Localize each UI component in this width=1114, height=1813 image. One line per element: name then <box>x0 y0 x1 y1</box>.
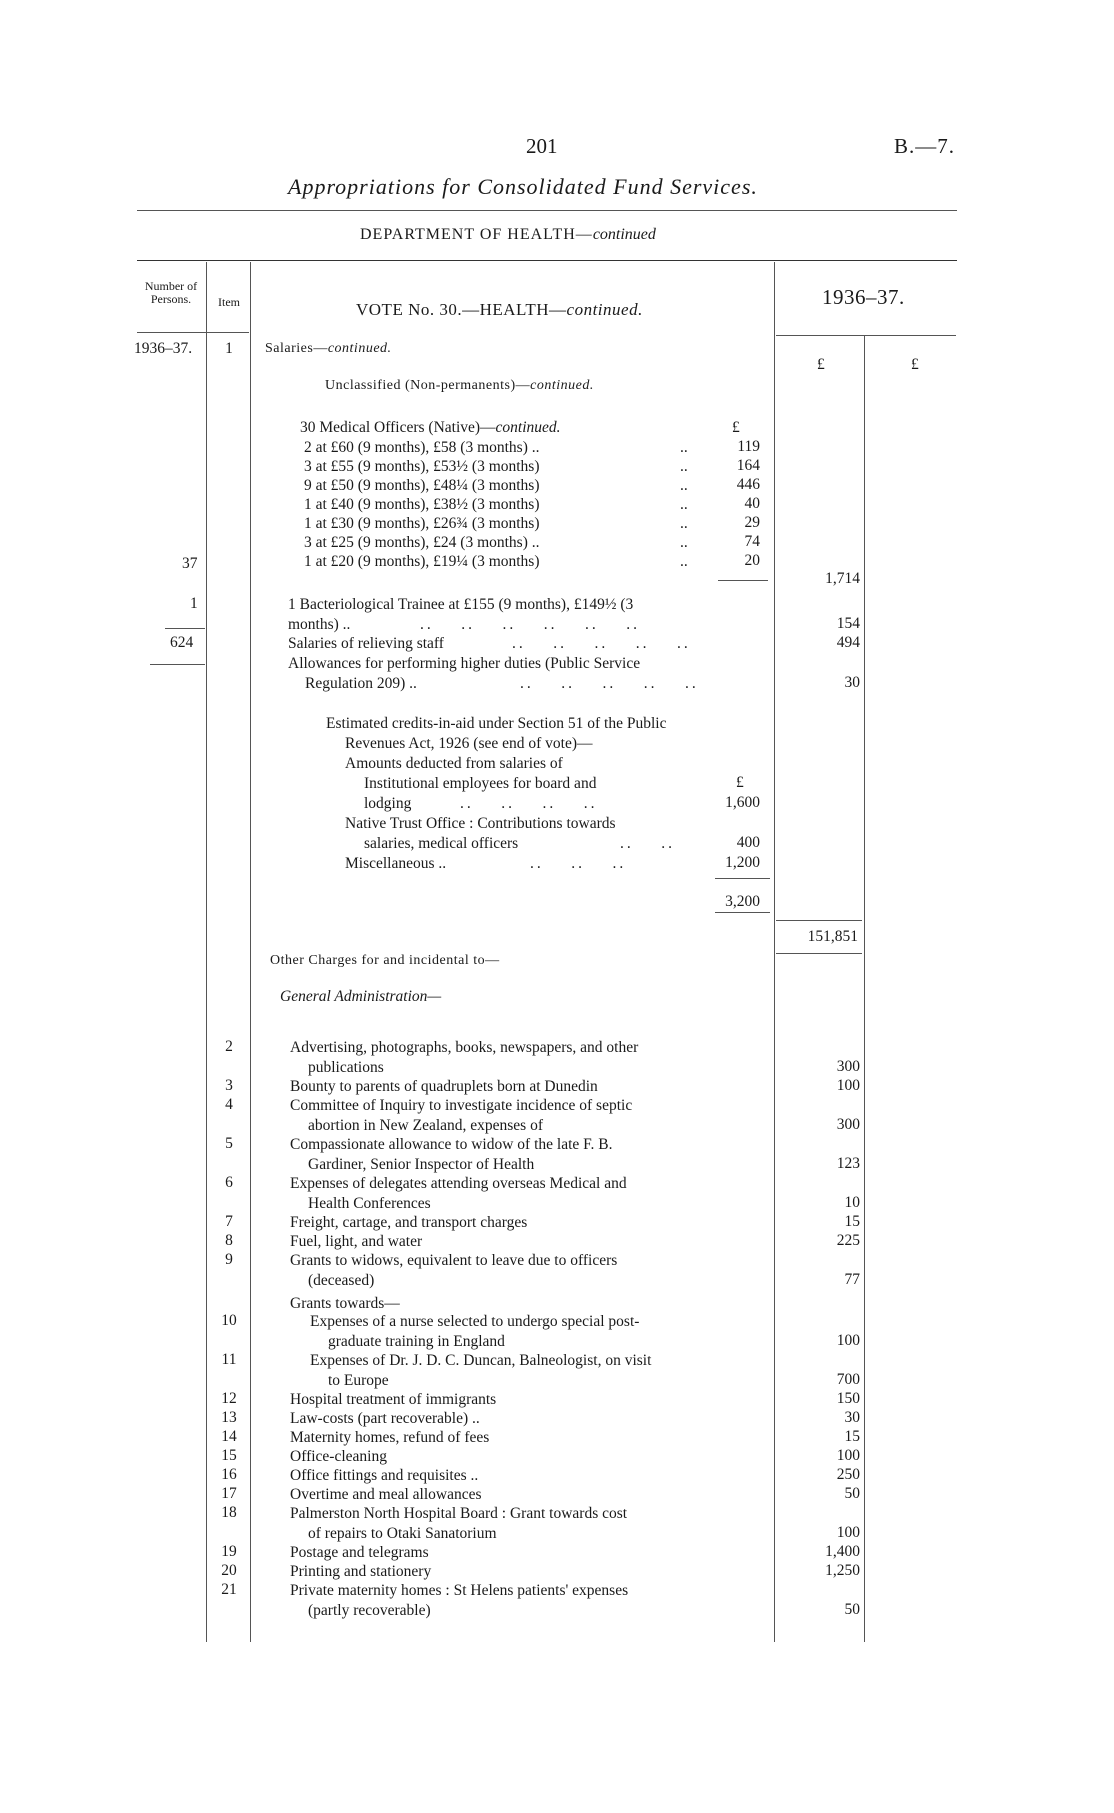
department-heading <box>360 226 656 244</box>
leader-dots: .. .. <box>620 835 675 852</box>
item-number: 3 <box>225 1077 233 1094</box>
trainee-line: months) .. <box>288 616 351 633</box>
item-amount: 300 <box>836 1115 860 1133</box>
credits-line: Revenues Act, 1926 (see end of vote)— <box>345 735 593 752</box>
item-number: 18 <box>221 1504 237 1521</box>
group-line-value: 29 <box>744 514 760 531</box>
salaries-heading-text: Salaries— <box>265 341 328 356</box>
allowances-line: Allowances for performing higher duties (Public Service <box>288 655 641 672</box>
item-amount: 100 <box>836 1077 860 1094</box>
group-line: 3 at £25 (9 months), £24 (3 months) .. <box>304 534 540 551</box>
item-description: Hospital treatment of immigrants <box>290 1391 497 1408</box>
item-number: 14 <box>221 1428 237 1445</box>
credit-item-line: Amounts deducted from salaries of <box>345 755 563 772</box>
item-number: 10 <box>221 1312 237 1329</box>
leader-dots: .. .. .. .. .. .. <box>420 616 640 633</box>
salaries-heading-suffix: continued. <box>327 341 392 356</box>
leader-dots: .. .. .. <box>530 855 627 872</box>
item-description-continued: of repairs to Otaki Sanatorium <box>308 1524 497 1542</box>
item-number: 2 <box>225 1038 233 1055</box>
medical-officers-suffix: continued. <box>495 419 561 436</box>
item-description-continued: Gardiner, Senior Inspector of Health <box>308 1155 535 1173</box>
item-description-continued: abortion in New Zealand, expenses of <box>308 1116 544 1134</box>
credit-item-line: Institutional employees for board and <box>364 775 597 792</box>
unclassified-suffix: continued. <box>530 378 594 393</box>
item-description: Advertising, photographs, books, newspapers, and other <box>290 1039 639 1056</box>
group-line-value: 446 <box>736 476 760 493</box>
item-number: 19 <box>221 1543 237 1560</box>
item-description-continued: Health Conferences <box>308 1194 431 1212</box>
allowances-line: Regulation 209) .. <box>305 675 417 692</box>
persons-column-rule <box>206 262 207 1642</box>
item-description: Overtime and meal allowances <box>290 1486 482 1503</box>
title-rule <box>137 210 957 211</box>
item-amount: 123 <box>836 1154 860 1172</box>
group-line: 2 at £60 (9 months), £58 (3 months) .. <box>304 439 540 456</box>
item-amount: 50 <box>844 1600 860 1618</box>
group-line-dots: .. <box>680 439 688 456</box>
item-amount: 10 <box>844 1193 860 1211</box>
group-line-value: 20 <box>744 552 760 569</box>
item-number: 15 <box>221 1447 237 1464</box>
item-column-rule <box>250 262 251 1642</box>
item-description: Palmerston North Hospital Board : Grant towards cost <box>290 1505 628 1522</box>
group-line-value: 74 <box>744 533 760 550</box>
salaries-heading <box>265 341 392 357</box>
item-description: Grants to widows, equivalent to leave due to officers <box>290 1252 618 1269</box>
page-number: 201 <box>526 134 558 158</box>
item-number: 17 <box>221 1485 237 1502</box>
item-number: 5 <box>225 1135 233 1152</box>
item-number: 13 <box>221 1409 237 1426</box>
currency-col-a: £ <box>817 356 825 373</box>
item-description: Compassionate allowance to widow of the late F. B. <box>290 1136 613 1153</box>
persons-column-header: Number of Persons. <box>144 279 198 306</box>
item-number: 11 <box>221 1351 237 1368</box>
leader-dots: .. .. .. .. .. <box>520 675 699 692</box>
credit-currency: £ <box>736 774 744 791</box>
item-description: Fuel, light, and water <box>290 1233 423 1250</box>
credit-item-line: Native Trust Office : Contributions towards <box>345 815 616 832</box>
salaries-item-number: 1 <box>225 340 233 357</box>
persons-rule <box>150 664 205 665</box>
item-number: 6 <box>225 1174 233 1191</box>
group-line: 3 at £55 (9 months), £53½ (3 months) <box>304 458 540 475</box>
group-total: 1,714 <box>825 570 860 587</box>
credits-line: Estimated credits-in-aid under Section 51 of the Public <box>326 715 667 732</box>
item-number: 21 <box>221 1581 237 1598</box>
credit-item-line: salaries, medical officers <box>364 835 519 852</box>
item-amount: 1,250 <box>825 1562 860 1579</box>
item-description: Law-costs (part recoverable) .. <box>290 1410 480 1427</box>
credits-bottom-rule <box>715 912 770 913</box>
other-charges-heading: Other Charges for and incidental to— <box>270 953 500 968</box>
document-reference: B.—7. <box>894 134 956 158</box>
item-description-continued: graduate training in England <box>328 1332 505 1350</box>
item-number: 16 <box>221 1466 237 1483</box>
group-line-value: 119 <box>737 438 760 455</box>
item-description: Bounty to parents of quadruplets born at Dunedin <box>290 1078 598 1095</box>
item-number: 8 <box>225 1232 233 1249</box>
item-description: Expenses of a nurse selected to undergo special post- <box>310 1313 640 1330</box>
item-description: Freight, cartage, and transport charges <box>290 1214 528 1231</box>
credits-rule <box>715 878 770 879</box>
header-rule <box>137 260 957 261</box>
credit-item-value: 1,200 <box>725 854 760 871</box>
persons-rule <box>165 628 205 629</box>
credit-item-value: 1,600 <box>725 794 760 811</box>
item-amount: 225 <box>836 1232 860 1249</box>
medical-officers-text: 30 Medical Officers (Native)— <box>300 419 496 436</box>
item-description-continued: (partly recoverable) <box>308 1601 431 1619</box>
trainee-value: 154 <box>836 615 860 632</box>
group-line-dots: .. <box>680 515 688 532</box>
item-number: 9 <box>225 1251 233 1268</box>
item-description: Committee of Inquiry to investigate incidence of septic <box>290 1097 633 1114</box>
trainee-line: 1 Bacteriological Trainee at £155 (9 months), £149½ (3 <box>288 596 634 613</box>
leader-dots: .. .. .. .. .. <box>512 635 691 652</box>
item-amount: 15 <box>844 1213 860 1230</box>
group-currency: £ <box>732 419 740 436</box>
item-amount: 77 <box>844 1270 860 1288</box>
item-description: Office fittings and requisites .. <box>290 1467 479 1484</box>
item-amount: 100 <box>836 1523 860 1541</box>
group-line: 1 at £40 (9 months), £38½ (3 months) <box>304 496 540 513</box>
item-description: Printing and stationery <box>290 1563 432 1580</box>
item-amount: 15 <box>844 1428 860 1445</box>
salaries-total: 151,851 <box>807 928 858 945</box>
item-description: Office-cleaning <box>290 1448 387 1465</box>
credit-item-line: lodging <box>364 795 412 812</box>
item-amount: 100 <box>836 1447 860 1464</box>
item-description-continued: publications <box>308 1058 384 1076</box>
relieving-persons: 624 <box>170 634 194 651</box>
department-suffix: continued <box>592 226 656 243</box>
credits-total: 3,200 <box>725 893 760 910</box>
currency-col-b: £ <box>911 356 919 373</box>
group-line-value: 164 <box>736 457 760 474</box>
group-line: 9 at £50 (9 months), £48¼ (3 months) <box>304 477 540 494</box>
item-amount: 250 <box>836 1466 860 1483</box>
grants-towards-heading: Grants towards— <box>290 1295 400 1312</box>
persons-year-label: 1936–37. <box>134 340 193 357</box>
group-line-dots: .. <box>680 496 688 513</box>
group-line-dots: .. <box>680 553 688 570</box>
trainee-persons: 1 <box>190 595 198 612</box>
group-line-dots: .. <box>680 458 688 475</box>
year-header: 1936–37. <box>822 285 905 309</box>
item-amount: 100 <box>836 1331 860 1349</box>
group-line-dots: .. <box>680 477 688 494</box>
salaries-total-rule <box>776 920 862 921</box>
group-line: 1 at £30 (9 months), £26¾ (3 months) <box>304 515 540 532</box>
item-number: 20 <box>221 1562 237 1579</box>
item-amount: 700 <box>836 1370 860 1388</box>
unclassified-text: Unclassified (Non-permanents)— <box>325 378 531 393</box>
group-line: 1 at £20 (9 months), £19¼ (3 months) <box>304 553 540 570</box>
vote-name: VOTE No. 30.—HEALTH— <box>356 300 567 319</box>
salaries-total-bottom-rule <box>776 953 862 954</box>
vote-suffix: continued. <box>566 300 643 319</box>
item-description: Private maternity homes : St Helens patients' expenses <box>290 1582 629 1599</box>
year-rule <box>776 335 956 336</box>
item-description: Expenses of delegates attending overseas Medical and <box>290 1175 627 1192</box>
item-amount: 150 <box>836 1390 860 1407</box>
total-column-rule <box>864 335 865 1642</box>
item-amount: 50 <box>844 1485 860 1502</box>
group-persons: 37 <box>182 555 198 572</box>
leader-dots: .. .. .. .. <box>460 795 598 812</box>
item-amount: 300 <box>836 1057 860 1075</box>
vote-title <box>356 300 643 320</box>
item-description: Postage and telegrams <box>290 1544 429 1561</box>
item-number: 12 <box>221 1390 237 1407</box>
item-amount: 1,400 <box>825 1543 860 1560</box>
persons-header-rule <box>137 332 249 333</box>
item-amount: 30 <box>844 1409 860 1426</box>
item-description-continued: (deceased) <box>308 1271 375 1289</box>
credit-item-value: 400 <box>736 834 760 851</box>
relieving-value: 494 <box>836 634 860 651</box>
item-description: Maternity homes, refund of fees <box>290 1429 490 1446</box>
group-subtotal-rule <box>718 580 768 581</box>
item-column-header: Item <box>218 295 240 309</box>
department-name: DEPARTMENT OF HEALTH— <box>360 226 593 243</box>
item-number: 4 <box>225 1096 233 1113</box>
item-description-continued: to Europe <box>328 1371 389 1389</box>
item-number: 7 <box>225 1213 233 1230</box>
group-line-dots: .. <box>680 534 688 551</box>
allowances-value: 30 <box>844 674 860 691</box>
page-title: Appropriations for Consolidated Fund Services. <box>288 174 758 199</box>
medical-officers-title <box>300 419 561 437</box>
general-administration-heading: General Administration— <box>280 988 442 1005</box>
credit-item-line: Miscellaneous .. <box>345 855 447 872</box>
amount-column-rule <box>774 262 775 1642</box>
relieving-text: Salaries of relieving staff <box>288 635 444 652</box>
unclassified-heading <box>325 378 594 394</box>
group-line-value: 40 <box>744 495 760 512</box>
item-description: Expenses of Dr. J. D. C. Duncan, Balneologist, on visit <box>310 1352 652 1369</box>
